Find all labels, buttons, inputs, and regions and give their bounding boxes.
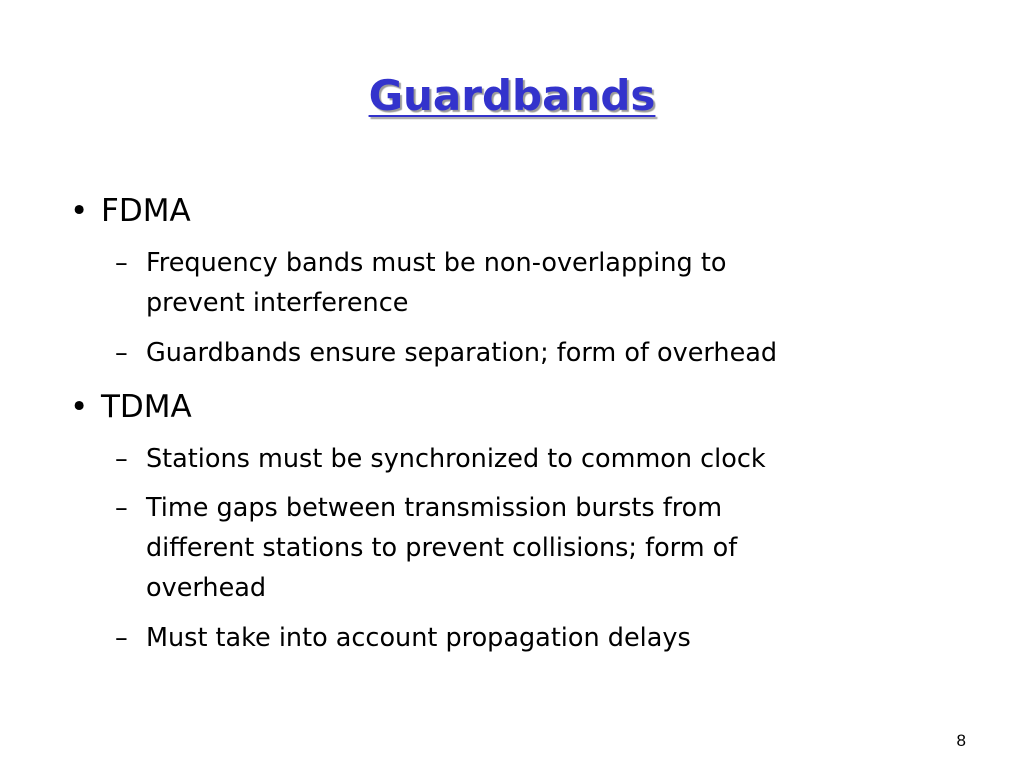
- dash: –: [115, 623, 128, 653]
- bullet-tdma: [0, 387, 1024, 427]
- dash: –: [115, 338, 128, 368]
- dash: –: [115, 248, 128, 278]
- subitem-line: overhead: [146, 573, 267, 603]
- bullet-dot: •: [70, 193, 89, 229]
- dash: –: [115, 444, 128, 474]
- dash: –: [115, 493, 128, 523]
- subitem-line: prevent interference: [146, 288, 409, 318]
- subitem-line: Frequency bands must be non-overlapping to: [146, 248, 727, 278]
- page-number: 8: [956, 731, 966, 750]
- slide-title: Guardbands: [368, 71, 656, 120]
- subitem-line: different stations to prevent collisions; form of: [146, 533, 738, 563]
- bullet-dot: •: [70, 389, 89, 425]
- bullet-fdma: [0, 191, 1024, 231]
- subitem-line: Stations must be synchronized to common clock: [146, 444, 766, 474]
- subitem-line: Guardbands ensure separation; form of overhead: [146, 338, 778, 368]
- bullet-label: FDMA: [101, 193, 191, 229]
- subitem-line: Must take into account propagation delays: [146, 623, 691, 653]
- bullet-label: TDMA: [101, 389, 192, 425]
- subitem-line: Time gaps between transmission bursts from: [146, 493, 723, 523]
